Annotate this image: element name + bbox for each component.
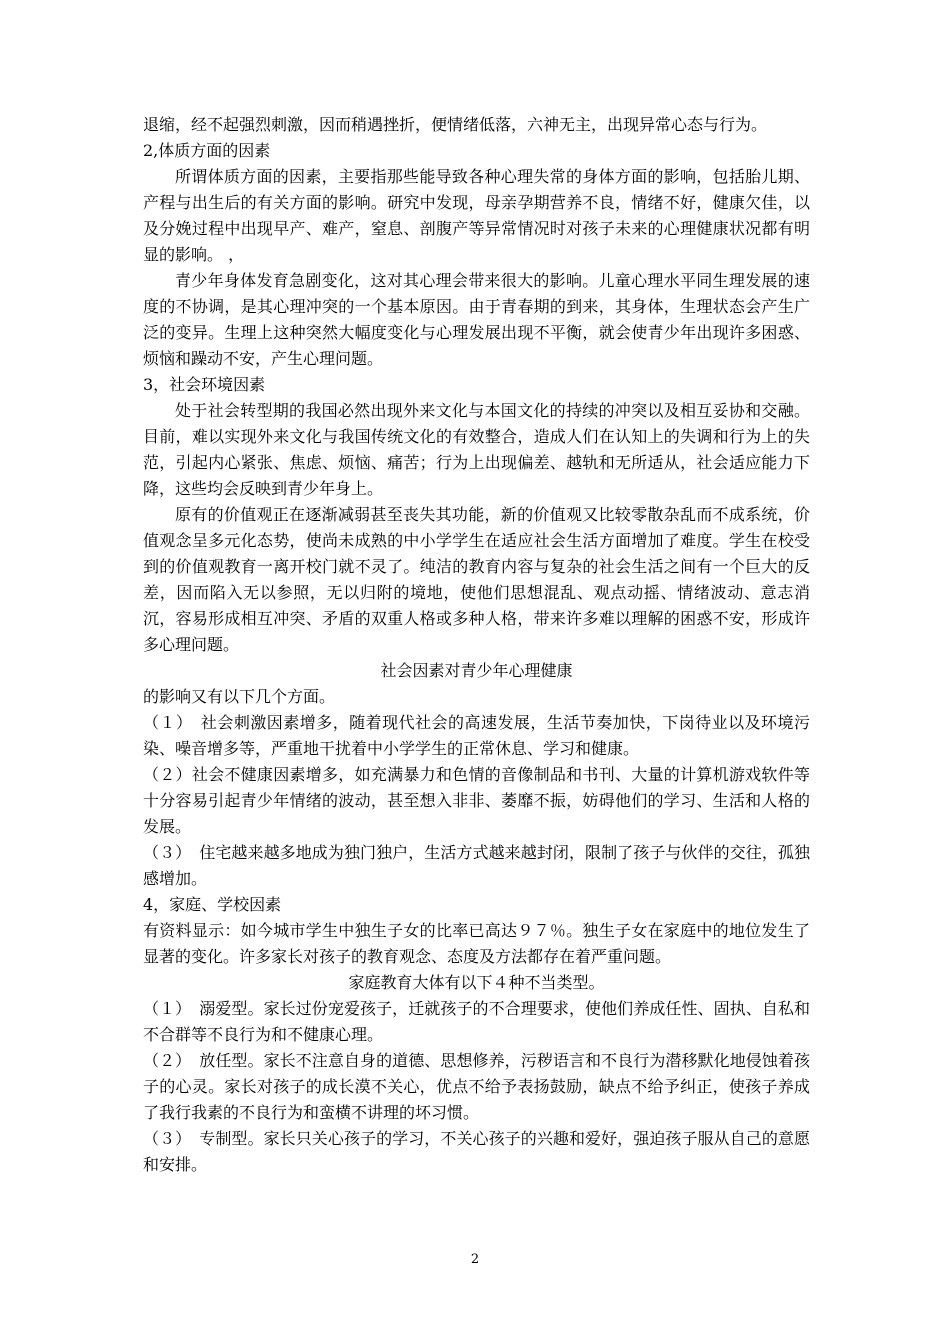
paragraph: 处于社会转型期的我国必然出现外来文化与本国文化的持续的冲突以及相互妥协和交融。目前，难以实现外来文化与我国传统文化的有效整合，造成人们在认知上的失调和行为上的失范，引起内心紧张、焦虑、烦恼、痛苦；行为上出现偏差、越轨和无所适从，社会适应能力下降，这些均会反映到青少年身上。 xyxy=(143,401,810,498)
paragraph: 有资料显示：如今城市学生中独生子女的比率已高达９７％。独生子女在家庭中的地位发生了显著的变化。许多家长对孩子的教育观念、态度及方法都存在着严重问题。 xyxy=(143,921,810,966)
paragraph: 社会因素对青少年心理健康 xyxy=(380,661,573,680)
paragraph: 2,体质方面的因素 xyxy=(143,141,271,160)
paragraph: （３） 专制型。家长只关心孩子的学习，不关心孩子的兴趣和爱好，强迫孩子服从自己的意愿和安排。 xyxy=(143,1129,810,1174)
paragraph: 4，家庭、学校因素 xyxy=(143,895,282,914)
paragraph: （１） 溺爱型。家长过份宠爱孩子，迁就孩子的不合理要求，使他们养成任性、固执、自私和不合群等不良行为和不健康心理。 xyxy=(143,999,810,1044)
paragraph: （１） 社会刺激因素增多，随着现代社会的高速发展，生活节奏加快，下岗待业以及环境污染、噪音增多等，严重地干扰着中小学学生的正常休息、学习和健康。 xyxy=(143,713,810,758)
paragraph: 3，社会环境因素 xyxy=(143,375,266,394)
paragraph: （３） 住宅越来越多地成为独门独户，生活方式越来越封闭，限制了孩子与伙伴的交往，孤独感增加。 xyxy=(143,843,810,888)
paragraph: 退缩，经不起强烈刺激，因而稍遇挫折，便情绪低落，六神无主，出现异常心态与行为。 xyxy=(143,115,768,134)
paragraph: 所谓体质方面的因素，主要指那些能导致各种心理失常的身体方面的影响，包括胎儿期、产程与出生后的有关方面的影响。研究中发现，母亲孕期营养不良，情绪不好，健康欠佳，以及分娩过程中出现早产、难产，窒息、剖腹产等异常情况时对孩子未来的心理健康状况都有明显的影响。 ， xyxy=(143,167,810,264)
paragraph: （２） 放任型。家长不注意自身的道德、思想修养，污秽语言和不良行为潜移默化地侵蚀着孩子的心灵。家长对孩子的成长漠不关心，优点不给予表扬鼓励，缺点不给予纠正，使孩子养成了我行我素的不良行为和蛮横不讲理的坏习惯。 xyxy=(143,1051,810,1122)
document-body xyxy=(143,112,810,1178)
paragraph: 原有的价值观正在逐渐减弱甚至丧失其功能，新的价值观又比较零散杂乱而不成系统，价值观念呈多元化态势，使尚未成熟的中小学学生在适应社会生活方面增加了难度。学生在校受到的价值观教育一离开校门就不灵了。纯洁的教育内容与复杂的社会生活之间有一个巨大的反差，因而陷入无以参照，无以归附的境地，使他们思想混乱、观点动摇、情绪波动、意志消沉，容易形成相互冲突、矛盾的双重人格或多种人格，带来许多难以理解的困惑不安，形成许多心理问题。 xyxy=(143,505,810,654)
paragraph: 青少年身体发育急剧变化，这对其心理会带来很大的影响。儿童心理水平同生理发展的速度的不协调，是其心理冲突的一个基本原因。由于青春期的到来，其身体，生理状态会产生广泛的变异。生理上这种突然大幅度变化与心理发展出现不平衡，就会使青少年出现许多困惑、烦恼和躁动不安，产生心理问题。 xyxy=(143,271,810,368)
paragraph: 的影响又有以下几个方面。 xyxy=(143,687,336,706)
paragraph: 家庭教育大体有以下４种不当类型。 xyxy=(348,973,605,992)
page-number: 2 xyxy=(470,1252,480,1267)
paragraph: （２）社会不健康因素增多，如充满暴力和色情的音像制品和书刊、大量的计算机游戏软件等十分容易引起青少年情绪的波动，甚至想入非非、萎靡不振，妨碍他们的学习、生活和人格的发展。 xyxy=(143,765,810,836)
